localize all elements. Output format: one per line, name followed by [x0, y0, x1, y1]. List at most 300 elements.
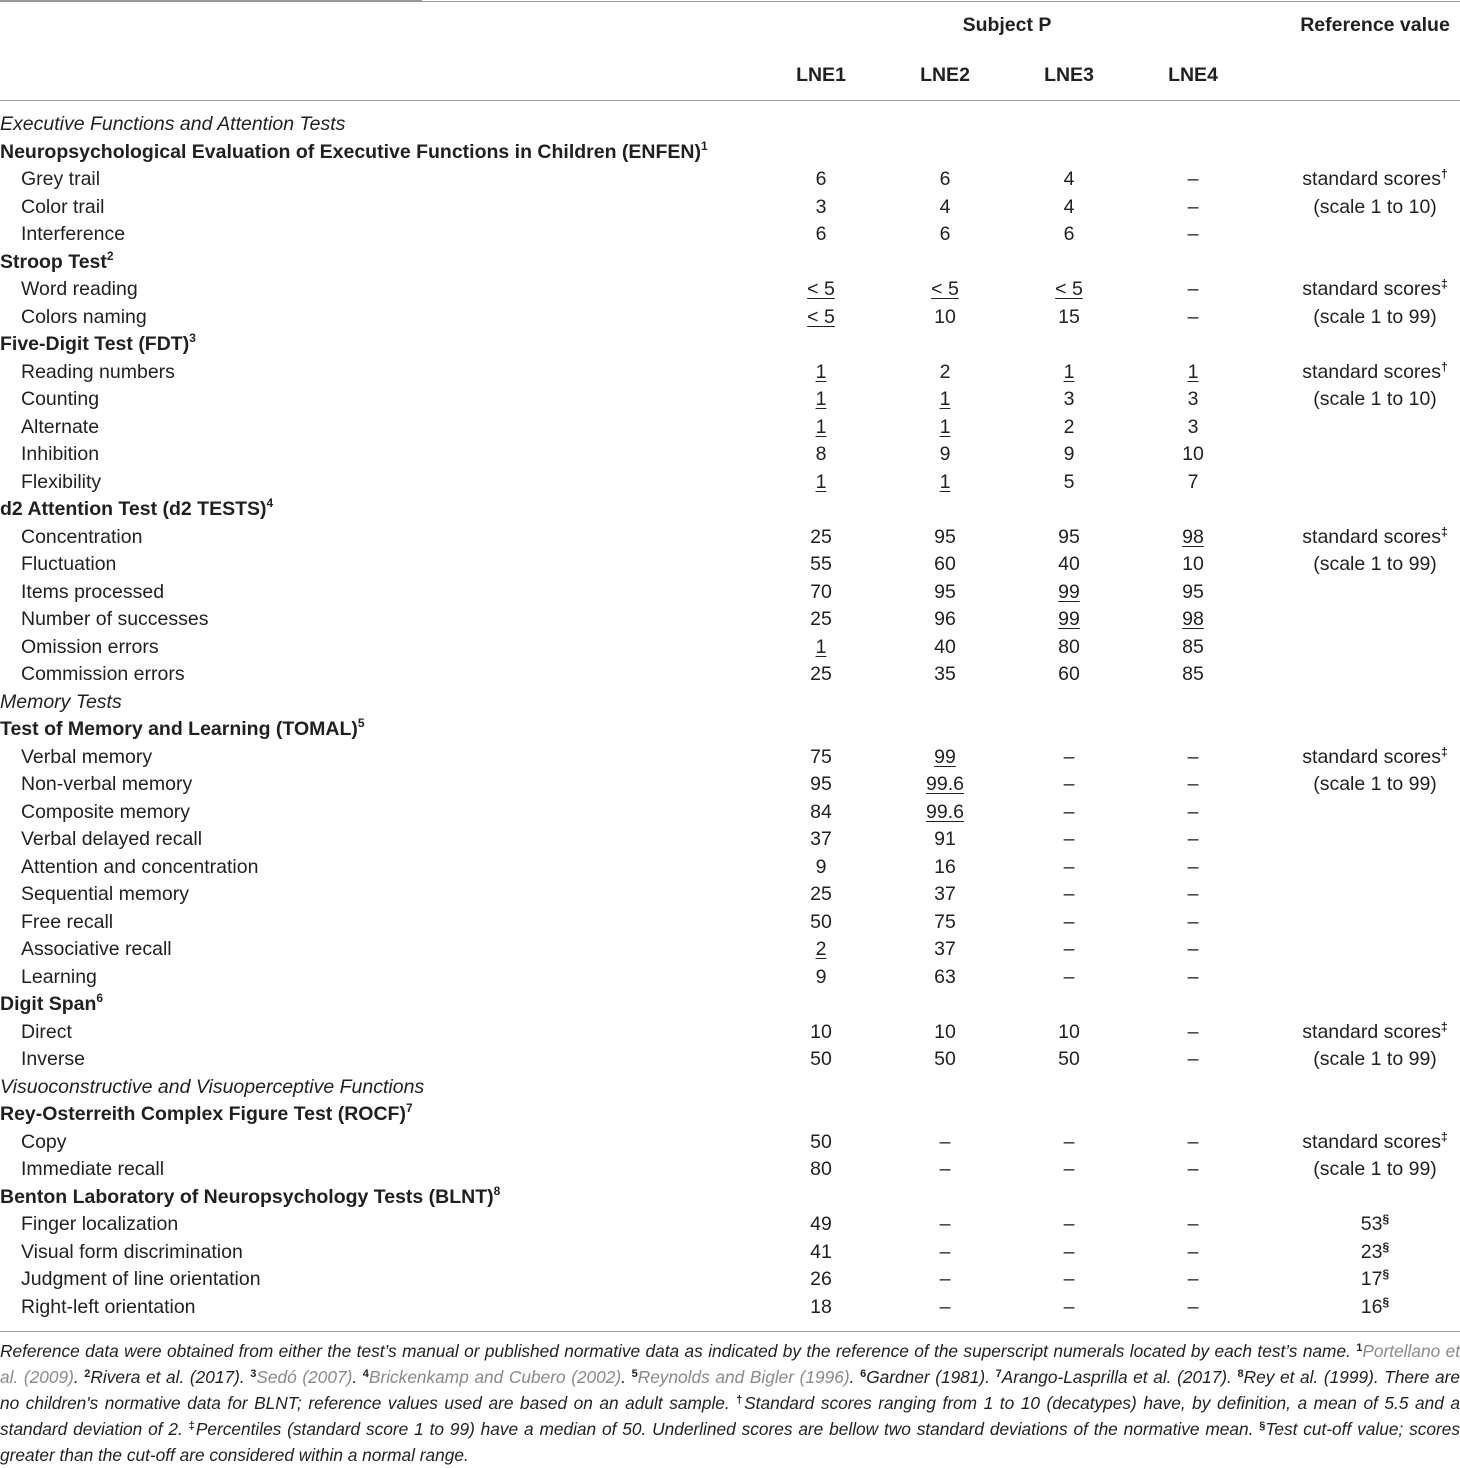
table-row — [0, 936, 1460, 964]
score-lne4: – — [1187, 800, 1199, 823]
score-lne3: 10 — [1058, 1020, 1080, 1043]
row-label-text: Concentration — [21, 525, 143, 548]
row-label-text: Learning — [21, 965, 97, 988]
row-label-text: Direct — [21, 1020, 72, 1043]
row-label — [21, 1266, 261, 1294]
score-lne3: – — [1063, 828, 1075, 850]
score-lne4: – — [1187, 305, 1199, 328]
footnote-marker: § — [1259, 1420, 1266, 1432]
row-label — [21, 1019, 72, 1047]
footnote-marker: 2 — [84, 1368, 91, 1380]
score-lne2: 10 — [934, 305, 956, 328]
row-label-text: Inhibition — [21, 443, 100, 465]
reference-value-text: standard scores — [1302, 168, 1442, 190]
row-label — [21, 1046, 85, 1074]
row-label — [21, 606, 209, 634]
row-label-text: Associative recall — [21, 938, 172, 960]
score-lne4: – — [1187, 168, 1199, 190]
score-lne1: 26 — [810, 1268, 832, 1290]
score-lne2: 37 — [934, 938, 956, 960]
score-lne2: 99.6 — [926, 800, 964, 823]
row-label — [21, 524, 142, 552]
row-label — [21, 469, 101, 497]
reference-value — [1280, 194, 1460, 222]
footnote-citation: Portellano et al. (2009) — [0, 1341, 1460, 1387]
row-label — [21, 194, 104, 222]
row-label-text: Benton Laboratory of Neuropsychology Tests (BLNT) — [0, 1185, 494, 1208]
score-lne2: 2 — [939, 360, 951, 383]
table-row — [0, 551, 1460, 579]
score-lne1: 10 — [810, 1020, 832, 1043]
row-label — [21, 661, 185, 689]
score-lne1: 1 — [815, 388, 827, 410]
row-label-text: Five-Digit Test (FDT) — [0, 333, 190, 355]
score-lne4: – — [1187, 1213, 1199, 1235]
column-header-lne3: LNE3 — [1044, 64, 1094, 86]
score-lne2: 50 — [934, 1048, 956, 1070]
row-label-text: Counting — [21, 388, 100, 410]
row-label-text: Immediate recall — [21, 1158, 165, 1180]
score-lne3: 99 — [1058, 608, 1080, 630]
score-lne2: – — [939, 1130, 951, 1153]
reference-value-superscript: § — [1382, 1267, 1390, 1281]
row-label — [21, 276, 138, 304]
row-label-text: Color trail — [21, 195, 105, 218]
reference-value-text: (scale 1 to 10) — [1313, 388, 1437, 410]
score-lne4: – — [1187, 1295, 1199, 1318]
table-row — [0, 1239, 1460, 1267]
reference-value — [1280, 1046, 1460, 1074]
reference-value-header: Reference value — [1300, 14, 1450, 36]
score-lne3: 15 — [1058, 305, 1080, 328]
table-row — [0, 166, 1460, 194]
score-lne4: 3 — [1187, 415, 1199, 438]
row-label-text: Verbal memory — [21, 745, 153, 768]
score-lne4: – — [1187, 855, 1199, 878]
row-label — [0, 139, 708, 167]
score-lne1: 9 — [815, 855, 827, 878]
reference-value — [1280, 1129, 1460, 1157]
footnote-citation: Sedó (2007) — [256, 1367, 353, 1387]
reference-value-text: 16 — [1360, 1295, 1383, 1318]
reference-superscript: 6 — [96, 991, 104, 1005]
score-lne4: 98 — [1182, 525, 1204, 548]
score-lne1: 9 — [815, 965, 827, 988]
reference-value-text: 53 — [1360, 1213, 1383, 1235]
score-lne3: – — [1063, 910, 1075, 933]
reference-value-text: standard scores — [1302, 1130, 1442, 1153]
score-lne1: < 5 — [807, 305, 835, 328]
row-label — [21, 881, 189, 909]
footnote-text: . — [352, 1367, 363, 1387]
table-row — [0, 1046, 1460, 1074]
reference-value — [1280, 1294, 1460, 1322]
score-lne3: – — [1063, 745, 1075, 768]
score-lne2: – — [939, 1240, 951, 1263]
score-lne3: – — [1063, 773, 1075, 795]
score-lne1: 25 — [810, 608, 832, 630]
footnote-text: . — [621, 1367, 632, 1387]
row-label-text: Judgment of line orientation — [21, 1268, 261, 1290]
section-heading — [0, 689, 1460, 717]
score-lne3: 4 — [1063, 168, 1075, 190]
table-row — [0, 634, 1460, 662]
row-label-text: Rey-Osterreith Complex Figure Test (ROCF) — [0, 1103, 406, 1125]
score-lne1: 25 — [810, 525, 832, 548]
score-lne3: 50 — [1058, 1048, 1080, 1070]
score-lne1: 6 — [815, 223, 827, 245]
row-label-text: Digit Span — [0, 993, 97, 1015]
score-lne3: – — [1063, 1240, 1075, 1263]
table-header-rule — [0, 100, 1460, 101]
footnote-text: Standard scores ranging from 1 to 10 (decatypes) have, by definition, a mean of 5.5 and a standard deviation of 2. — [0, 1393, 1460, 1439]
reference-value — [1280, 386, 1460, 414]
score-lne3: 3 — [1063, 388, 1075, 410]
score-lne2: 91 — [934, 828, 956, 850]
reference-superscript: 2 — [106, 248, 114, 263]
score-lne2: – — [939, 1268, 951, 1290]
row-label — [21, 1156, 164, 1184]
score-lne1: 50 — [810, 1048, 832, 1070]
footnote-text: Gardner (1981). — [866, 1367, 996, 1387]
score-lne4: – — [1187, 1268, 1199, 1290]
table-top-rule — [0, 1, 1460, 2]
score-lne4: 10 — [1182, 443, 1204, 465]
reference-value — [1280, 1266, 1460, 1294]
table-bottom-rule — [0, 1331, 1460, 1332]
row-label — [0, 991, 103, 1019]
score-lne4: – — [1187, 1130, 1199, 1153]
score-lne4: 98 — [1182, 608, 1204, 630]
row-label-text: Fluctuation — [21, 553, 117, 575]
score-lne1: 80 — [810, 1158, 832, 1180]
score-lne1: 95 — [810, 773, 832, 795]
row-label — [21, 1211, 178, 1239]
test-heading — [0, 331, 1460, 359]
reference-value-superscript: ‡ — [1441, 1129, 1448, 1144]
row-label-text: d2 Attention Test (d2 TESTS) — [0, 498, 267, 520]
footnote-marker: 1 — [1356, 1342, 1363, 1354]
table-body — [0, 111, 1460, 1321]
footnote-marker: 4 — [362, 1368, 369, 1380]
row-label-text: Colors naming — [21, 305, 147, 328]
table-row — [0, 799, 1460, 827]
reference-value — [1280, 359, 1460, 387]
score-lne1: 18 — [810, 1295, 832, 1318]
table-row — [0, 1266, 1460, 1294]
reference-value — [1280, 524, 1460, 552]
row-label — [21, 1129, 67, 1157]
score-lne3: – — [1063, 883, 1075, 905]
reference-value — [1280, 1019, 1460, 1047]
score-lne1: 50 — [810, 910, 832, 933]
score-lne1: 25 — [810, 663, 832, 685]
reference-value-text: 23 — [1360, 1240, 1383, 1263]
score-lne4: 10 — [1182, 553, 1204, 575]
column-header-lne1: LNE1 — [796, 64, 846, 86]
row-label — [21, 826, 202, 854]
table-footnote — [0, 1338, 1460, 1468]
table-row — [0, 964, 1460, 992]
score-lne2: 1 — [939, 388, 951, 410]
reference-value-text: (scale 1 to 99) — [1313, 553, 1437, 575]
row-label-text: Non-verbal memory — [21, 773, 193, 795]
score-lne2: 63 — [934, 965, 956, 988]
score-lne3: – — [1063, 1295, 1075, 1318]
row-label — [21, 386, 99, 414]
footnote-text: . — [849, 1367, 861, 1387]
reference-superscript: 4 — [266, 496, 274, 510]
score-lne1: 84 — [810, 800, 832, 823]
score-lne1: 25 — [810, 883, 832, 905]
table-row — [0, 1211, 1460, 1239]
footnote-text: Percentiles (standard score 1 to 99) have a median of 50. Underlined scores are bellow two standard deviations of the normative mean. — [195, 1419, 1260, 1439]
table-row — [0, 881, 1460, 909]
table-row — [0, 1294, 1460, 1322]
score-lne2: 4 — [939, 195, 951, 218]
score-lne2: – — [939, 1158, 951, 1180]
reference-value-superscript: † — [1441, 167, 1448, 181]
row-label-text: Interference — [21, 223, 126, 245]
score-lne1: < 5 — [807, 278, 835, 300]
row-label — [21, 359, 175, 387]
reference-superscript: 1 — [701, 138, 708, 153]
table-row — [0, 304, 1460, 332]
table-row — [0, 524, 1460, 552]
score-lne1: 1 — [815, 635, 827, 658]
test-heading — [0, 716, 1460, 744]
score-lne4: – — [1187, 745, 1199, 768]
row-label-text: Composite memory — [21, 800, 191, 823]
row-label-text: Items processed — [21, 580, 165, 603]
table-row — [0, 854, 1460, 882]
score-lne2: 37 — [934, 883, 956, 905]
footnote-marker: † — [736, 1394, 745, 1406]
table-row — [0, 744, 1460, 772]
score-lne1: 50 — [810, 1130, 832, 1153]
row-label-text: Finger localization — [21, 1213, 179, 1235]
reference-value-text: standard scores — [1302, 745, 1442, 768]
table-row — [0, 359, 1460, 387]
row-label-text: Visuoconstructive and Visuoperceptive Functions — [0, 1075, 425, 1098]
score-lne4: 85 — [1182, 635, 1204, 658]
score-lne1: 70 — [810, 580, 832, 603]
row-label — [21, 799, 190, 827]
score-lne3: – — [1063, 800, 1075, 823]
score-lne3: 60 — [1058, 663, 1080, 685]
reference-value — [1280, 304, 1460, 332]
score-lne2: – — [939, 1295, 951, 1318]
table-row — [0, 221, 1460, 249]
score-lne3: – — [1063, 1158, 1075, 1180]
score-lne2: 6 — [939, 168, 951, 190]
row-label-text: Grey trail — [21, 168, 101, 190]
row-label-text: Neuropsychological Evaluation of Executive Functions in Children (ENFEN) — [0, 140, 702, 163]
reference-value-text: (scale 1 to 99) — [1313, 305, 1437, 328]
table-row — [0, 579, 1460, 607]
score-lne2: 95 — [934, 580, 956, 603]
footnote-marker: 3 — [250, 1368, 257, 1380]
score-lne3: 4 — [1063, 195, 1075, 218]
score-lne3: – — [1063, 1268, 1075, 1290]
reference-value — [1280, 1156, 1460, 1184]
row-label-text: Executive Functions and Attention Tests — [0, 113, 346, 135]
score-lne2: 16 — [934, 855, 956, 878]
table-row — [0, 1156, 1460, 1184]
footnote-citation: Brickenkamp and Cubero (2002) — [368, 1367, 622, 1387]
reference-value-text: standard scores — [1302, 525, 1442, 548]
reference-value-text: (scale 1 to 99) — [1313, 773, 1437, 795]
row-label-text: Copy — [21, 1130, 67, 1153]
score-lne1: 41 — [810, 1240, 832, 1263]
score-lne4: – — [1187, 278, 1199, 300]
reference-value-text: standard scores — [1302, 360, 1442, 383]
row-label — [21, 579, 164, 607]
subject-header: Subject P — [962, 14, 1052, 36]
score-lne2: 40 — [934, 635, 956, 658]
test-heading — [0, 496, 1460, 524]
score-lne3: 9 — [1063, 443, 1075, 465]
table-row — [0, 771, 1460, 799]
table-row — [0, 1129, 1460, 1157]
row-label — [21, 166, 100, 194]
score-lne3: 40 — [1058, 553, 1080, 575]
reference-superscript: 3 — [189, 331, 196, 345]
row-label — [21, 964, 97, 992]
score-lne3: 99 — [1058, 580, 1080, 603]
score-lne2: 60 — [934, 553, 956, 575]
score-lne1: 75 — [810, 745, 832, 768]
row-label — [0, 689, 122, 717]
reference-value — [1280, 276, 1460, 304]
score-lne4: – — [1187, 965, 1199, 988]
table-row — [0, 661, 1460, 689]
row-label — [21, 936, 172, 964]
test-heading — [0, 139, 1460, 167]
reference-value — [1280, 1211, 1460, 1239]
reference-value — [1280, 771, 1460, 799]
table-row — [0, 194, 1460, 222]
score-lne4: – — [1187, 195, 1199, 218]
row-label-text: Test of Memory and Learning (TOMAL) — [0, 718, 358, 740]
reference-value-superscript: ‡ — [1441, 1019, 1448, 1034]
row-label — [21, 221, 125, 249]
reference-value-superscript: § — [1382, 1212, 1390, 1226]
score-lne3: 6 — [1063, 223, 1075, 245]
table-row — [0, 414, 1460, 442]
row-label-text: Omission errors — [21, 635, 159, 658]
row-label-text: Free recall — [21, 910, 114, 933]
reference-value-superscript: ‡ — [1441, 524, 1448, 539]
row-label — [21, 909, 113, 937]
footnote-text: Test cut-off value; scores greater than the cut-off are considered within a normal range. — [0, 1419, 1460, 1465]
score-lne4: – — [1187, 938, 1199, 960]
score-lne4: – — [1187, 1020, 1199, 1043]
row-label — [21, 744, 152, 772]
row-label — [0, 1184, 500, 1212]
reference-value — [1280, 744, 1460, 772]
row-label-text: Commission errors — [21, 663, 185, 685]
table-row — [0, 826, 1460, 854]
row-label — [21, 771, 192, 799]
score-lne1: 8 — [815, 443, 827, 465]
row-label-text: Right-left orientation — [21, 1295, 196, 1318]
score-lne2: 96 — [934, 608, 956, 630]
row-label-text: Sequential memory — [21, 883, 189, 905]
score-lne4: – — [1187, 883, 1199, 905]
footnote-marker: 5 — [631, 1368, 638, 1380]
reference-value — [1280, 1239, 1460, 1267]
score-lne4: – — [1187, 1158, 1199, 1180]
row-label — [0, 249, 114, 277]
score-lne2: – — [939, 1213, 951, 1235]
score-lne4: – — [1187, 1048, 1199, 1070]
table-row — [0, 386, 1460, 414]
table-row — [0, 469, 1460, 497]
section-heading — [0, 1074, 1460, 1102]
test-heading — [0, 1184, 1460, 1212]
row-label-text: Verbal delayed recall — [21, 828, 203, 850]
score-lne1: 3 — [815, 195, 827, 218]
score-lne4: 1 — [1187, 360, 1199, 383]
footnote-text: . — [73, 1367, 85, 1387]
score-lne3: 95 — [1058, 525, 1080, 548]
score-lne1: 49 — [810, 1213, 832, 1235]
score-lne3: 80 — [1058, 635, 1080, 658]
row-label — [21, 304, 147, 332]
score-lne2: 1 — [939, 415, 951, 438]
footnote-citation: Reynolds and Bigler (1996) — [637, 1367, 850, 1387]
reference-superscript: 8 — [493, 1183, 501, 1198]
footnote-marker: 8 — [1237, 1368, 1244, 1380]
row-label — [0, 496, 273, 524]
row-label — [21, 414, 99, 442]
score-lne3: – — [1063, 965, 1075, 988]
score-lne3: – — [1063, 938, 1075, 960]
score-lne1: 2 — [815, 938, 827, 960]
score-lne1: 6 — [815, 168, 827, 190]
score-lne4: – — [1187, 223, 1199, 245]
score-lne2: 75 — [934, 910, 956, 933]
row-label-text: Alternate — [21, 415, 100, 438]
footnote-marker: 6 — [860, 1368, 867, 1380]
table-row — [0, 909, 1460, 937]
test-heading — [0, 991, 1460, 1019]
score-lne3: – — [1063, 1213, 1075, 1235]
reference-value-superscript: † — [1441, 359, 1448, 374]
reference-value-superscript: ‡ — [1441, 277, 1448, 291]
reference-value-text: standard scores — [1302, 1020, 1442, 1043]
footnote-text: Rivera et al. (2017). — [90, 1367, 251, 1387]
score-lne3: – — [1063, 1130, 1075, 1153]
score-lne4: – — [1187, 910, 1199, 933]
row-label-text: Visual form discrimination — [21, 1240, 243, 1263]
footnote-marker: 7 — [995, 1368, 1002, 1380]
score-lne2: 10 — [934, 1020, 956, 1043]
reference-value-text: (scale 1 to 99) — [1313, 1048, 1437, 1070]
row-label — [21, 441, 99, 469]
score-lne4: 3 — [1187, 388, 1199, 410]
table-row — [0, 606, 1460, 634]
row-label-text: Word reading — [21, 278, 138, 300]
score-lne2: 6 — [939, 223, 951, 245]
score-lne3: – — [1063, 855, 1075, 878]
score-lne4: 85 — [1182, 663, 1204, 685]
reference-value-text: 17 — [1360, 1268, 1383, 1290]
reference-superscript: 5 — [357, 716, 365, 730]
reference-value-text: (scale 1 to 10) — [1313, 195, 1437, 218]
score-lne3: 2 — [1063, 415, 1075, 438]
